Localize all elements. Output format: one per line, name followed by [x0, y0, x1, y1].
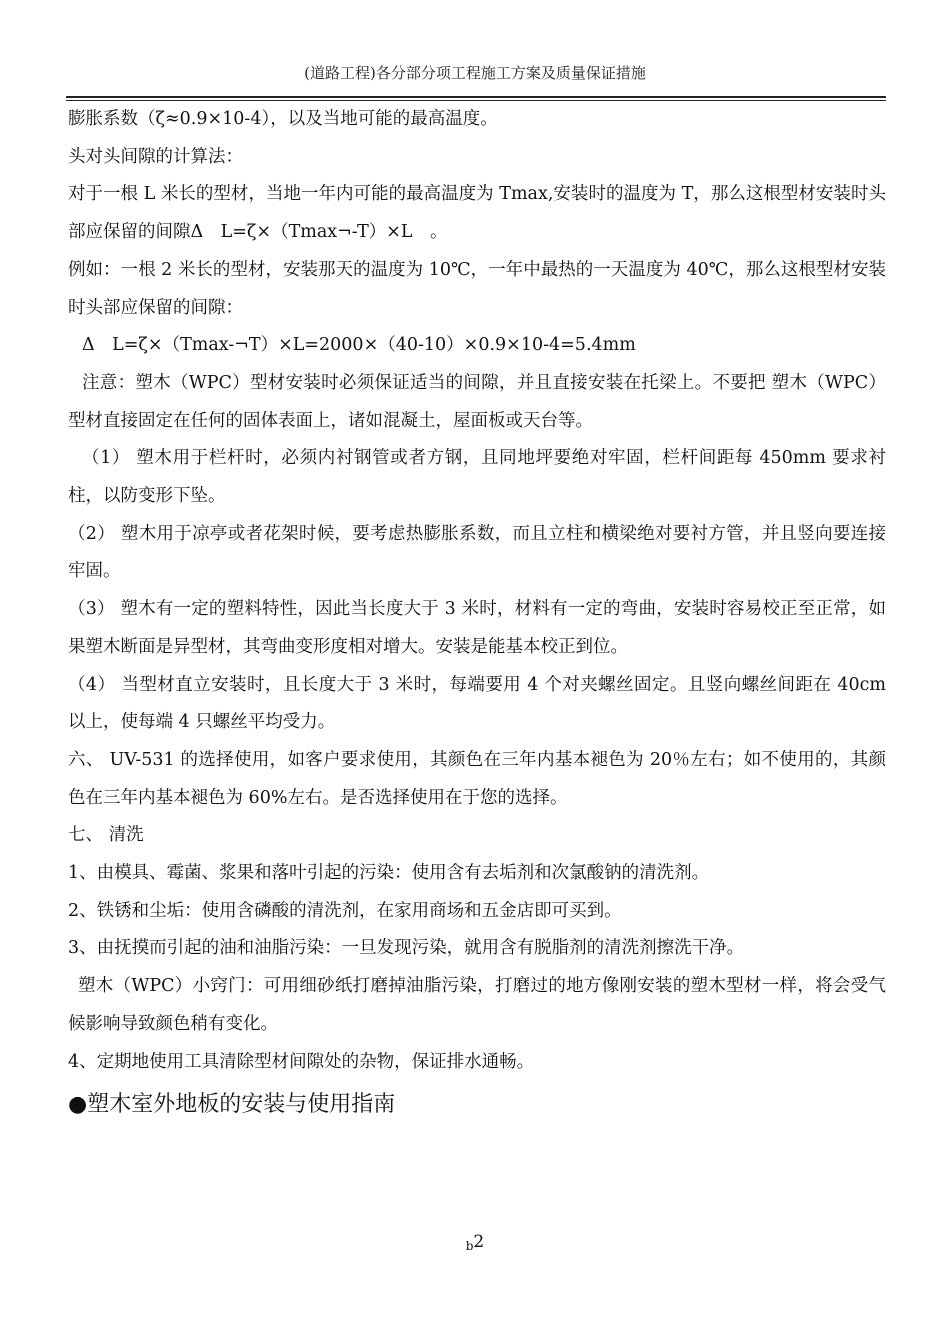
- list-item-3: （3） 塑木有一定的塑料特性，因此当长度大于 3 米时，材料有一定的弯曲，安装时容易校正至正常，如果塑木断面是异型材，其弯曲变形度相对增大。安装是能基本校正到位。: [68, 599, 886, 657]
- list-item-1: （1） 塑木用于栏杆时，必须内衬钢管或者方钢，且同地坪要绝对牢固，栏杆间距每 450mm 要求衬柱，以防变形下坠。: [68, 448, 886, 507]
- header-rule: [66, 96, 886, 98]
- cleaning-item-3: 3、由抚摸而引起的油和油脂污染：一旦发现污染，就用含有脱脂剂的清洗剂擦洗干净。: [68, 938, 745, 959]
- paragraph-example-result: Δ L=ζ×（Tmax-¬T）×L=2000×（40-10）×0.9×10-4=5.4mm: [82, 335, 636, 356]
- footer-prefix: b: [465, 1239, 474, 1253]
- section-heading-install-guide: ●塑木室外地板的安装与使用指南: [68, 1092, 396, 1118]
- page-footer: [0, 1232, 950, 1253]
- paragraph-expansion-coefficient: 膨胀系数（ζ≈0.9×10-4），以及当地可能的最高温度。: [68, 109, 498, 129]
- cleaning-item-1: 1、由模具、霉菌、浆果和落叶引起的污染：使用含有去垢剂和次氯酸钠的清洗剂。: [68, 863, 710, 884]
- paragraph-gap-formula: 对于一根 L 米长的型材，当地一年内可能的最高温度为 Tmax,安装时的温度为 T，那么这根型材安装时头部应保留的间隙Δ L=ζ×（Tmax¬-T）×L 。: [68, 184, 886, 243]
- section-cleaning-heading: 七、 清洗: [68, 825, 144, 846]
- paragraph-uv531: 六、 UV-531 的选择使用，如客户要求使用，其颜色在三年内基本褪色为 20％左右；如不使用的，其颜色在三年内基本褪色为 60%左右。是否选择使用在于您的选择。: [68, 749, 886, 808]
- list-item-2: （2） 塑木用于凉亭或者花架时候，要考虑热膨胀系数，而且立柱和横梁绝对要衬方管，并且竖向要连接牢固。: [68, 523, 886, 582]
- paragraph-tip: 塑木（WPC）小窍门：可用细砂纸打磨掉油脂污染，打磨过的地方像刚安装的塑木型材一样，将会受气候影响导致颜色稍有变化。: [68, 976, 886, 1034]
- cleaning-item-4: 4、定期地使用工具清除型材间隙处的杂物，保证排水通畅。: [68, 1051, 535, 1072]
- list-item-4: （4） 当型材直立安装时，且长度大于 3 米时，每端要用 4 个对夹螺丝固定。且竖向螺丝间距在 40cm 以上，使每端 4 只螺丝平均受力。: [68, 674, 886, 733]
- paragraph-note: 注意：塑木（WPC）型材安装时必须保证适当的间隙，并且直接安装在托梁上。不要把 塑木（WPC）型材直接固定在任何的固体表面上，诸如混凝土，屋面板或天台等。: [68, 372, 886, 431]
- page-number: 2: [473, 1232, 485, 1252]
- page-header: (道路工程)各分部分项工程施工方案及质量保证措施: [304, 64, 646, 82]
- paragraph-gap-calc-heading: 头对头间隙的计算法：: [68, 146, 243, 167]
- cleaning-item-2: 2、铁锈和尘垢：使用含磷酸的清洗剂，在家用商场和五金店即可买到。: [68, 900, 622, 921]
- document-body: [68, 101, 886, 1125]
- paragraph-example: 例如：一根 2 米长的型材，安装那天的温度为 10℃，一年中最热的一天温度为 40℃，那么这根型材安装时头部应保留的间隙：: [68, 259, 886, 318]
